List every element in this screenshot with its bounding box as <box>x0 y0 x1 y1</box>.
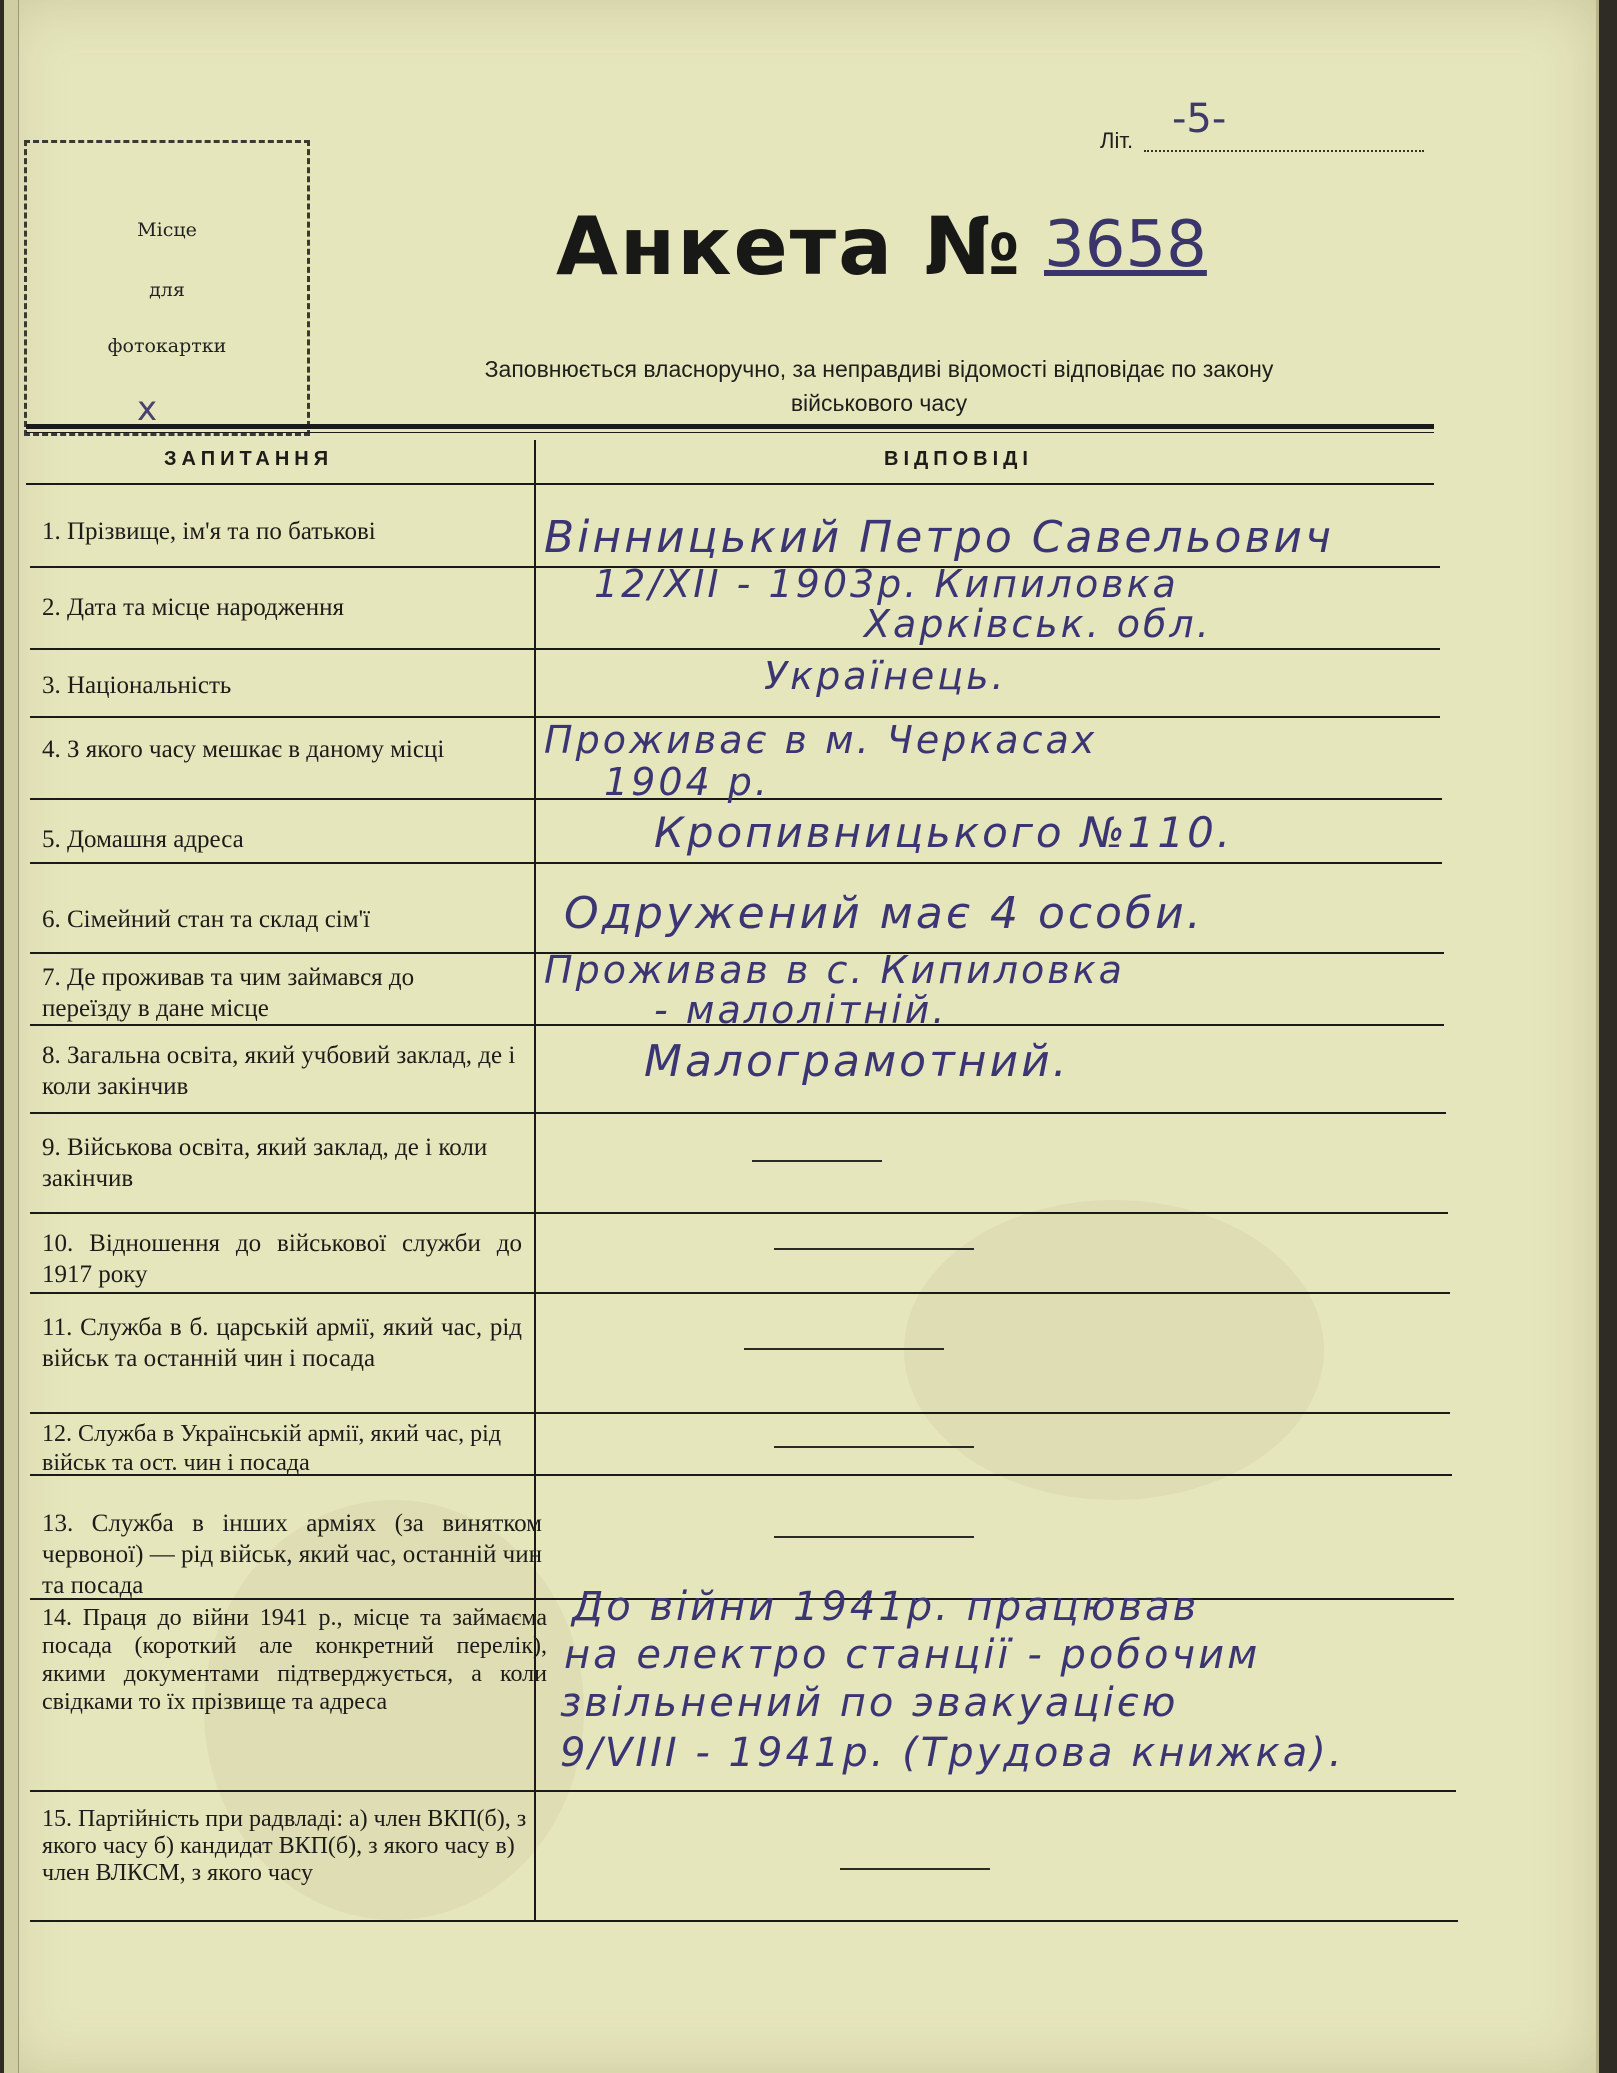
form-number: 3658 <box>1044 208 1207 282</box>
photo-placeholder <box>24 140 310 436</box>
question-4: 4. З якого часу мешкає в даному місці <box>42 736 445 763</box>
paper-stain <box>904 1200 1324 1500</box>
page-title: Анкета № <box>556 200 1023 293</box>
photo-mark: х <box>136 389 158 429</box>
answer-14-line-3: звільнений по эвакуацією <box>560 1680 1179 1726</box>
photo-label-1: Місце <box>137 219 197 241</box>
answer-5-line-1: Кропивницького №110. <box>654 808 1234 857</box>
answer-2-line-2: Харківськ. обл. <box>864 602 1212 646</box>
answer-14-line-2: на електро станції - робочим <box>564 1632 1261 1678</box>
row-separator <box>30 862 1442 864</box>
row-separator <box>30 1292 1450 1294</box>
answer-14-line-4: 9/VIII - 1941р. (Трудова книжка). <box>560 1730 1345 1776</box>
question-1: 1. Прізвище, ім'я та по батькові <box>42 518 376 545</box>
lit-label: Літ. <box>1100 128 1134 153</box>
subtitle-line-1: Заповнюється власноручно, за неправдиві відомості відповідає по закону <box>484 356 1274 382</box>
answer-4-line-2: 1904 р. <box>604 760 770 804</box>
answer-3-line-1: Українець. <box>764 654 1007 698</box>
row-separator <box>30 1112 1446 1114</box>
empty-answer-dash <box>774 1446 974 1448</box>
row-separator <box>30 648 1440 650</box>
question-15: 15. Партійність при радвладі: а) член ВКП(б), з якого часу б) кандидат ВКП(б), з якого часу в) член ВЛКСМ, з якого часу <box>42 1806 527 1886</box>
question-13: 13. Служба в інших арміях (за винятком червоної) — рід військ, який час, останній чин та посада <box>42 1510 542 1599</box>
question-6: 6. Сімейний стан та склад сім'ї <box>42 906 371 933</box>
question-11: 11. Служба в б. царській армії, який час, рід військ та останній чин і посада <box>42 1314 522 1372</box>
row-separator <box>30 1212 1448 1214</box>
answer-8-line-1: Малограмотний. <box>644 1036 1070 1087</box>
question-8: 8. Загальна освіта, який учбовий заклад, де і коли закінчив <box>42 1042 516 1100</box>
answer-7-line-2: - малолітній. <box>654 988 948 1032</box>
row-separator <box>30 1920 1458 1922</box>
photo-label-3: фотокартки <box>107 335 227 357</box>
empty-answer-dash <box>774 1248 974 1250</box>
answer-7-line-1: Проживав в с. Кипиловка <box>544 948 1125 992</box>
question-7: 7. Де проживав та чим займався до переїзду в дане місце <box>42 964 415 1022</box>
document-sheet <box>4 0 1599 2073</box>
row-separator <box>30 1412 1450 1414</box>
empty-answer-dash <box>752 1160 882 1162</box>
question-12: 12. Служба в Українській армії, який час, рід військ та ост. чин і посада <box>42 1421 502 1476</box>
answer-4-line-1: Проживає в м. Черкасах <box>544 718 1098 762</box>
photo-label-2: для <box>149 279 185 301</box>
subtitle <box>324 352 1434 420</box>
column-header-questions: ЗАПИТАННЯ <box>164 448 334 470</box>
question-14: 14. Праця до війни 1941 р., місце та займаєма посада (короткий але конкретний перелік), якими документами підтверджується, а коли свідками то їх прізвище та адреса <box>42 1605 547 1715</box>
empty-answer-dash <box>774 1536 974 1538</box>
answer-1-line-1: Вінницький Петро Савельович <box>544 512 1334 563</box>
question-9: 9. Військова освіта, який заклад, де і коли закінчив <box>42 1134 488 1192</box>
answer-6-line-1: Одружений має 4 особи. <box>564 888 1204 939</box>
question-2: 2. Дата та місце народження <box>42 594 345 621</box>
page-edge <box>4 0 19 2073</box>
lit-line <box>1144 150 1424 152</box>
answer-14-line-1: До війни 1941р. працював <box>572 1584 1200 1630</box>
question-3: 3. Національність <box>42 672 232 699</box>
column-header-answers: ВІДПОВІДІ <box>884 448 1033 470</box>
subtitle-line-2: військового часу <box>790 390 968 416</box>
question-10: 10. Відношення до військової служби до 1917 року <box>42 1230 522 1288</box>
answer-2-line-1: 12/XII - 1903р. Кипиловка <box>594 562 1179 606</box>
question-5: 5. Домашня адреса <box>42 826 244 853</box>
row-separator <box>30 1790 1456 1792</box>
lit-value: -5- <box>1172 96 1227 142</box>
column-header-rule <box>26 483 1434 485</box>
empty-answer-dash <box>840 1868 990 1870</box>
header-rule-thin <box>26 432 1434 433</box>
header-rule <box>26 424 1434 429</box>
empty-answer-dash <box>744 1348 944 1350</box>
